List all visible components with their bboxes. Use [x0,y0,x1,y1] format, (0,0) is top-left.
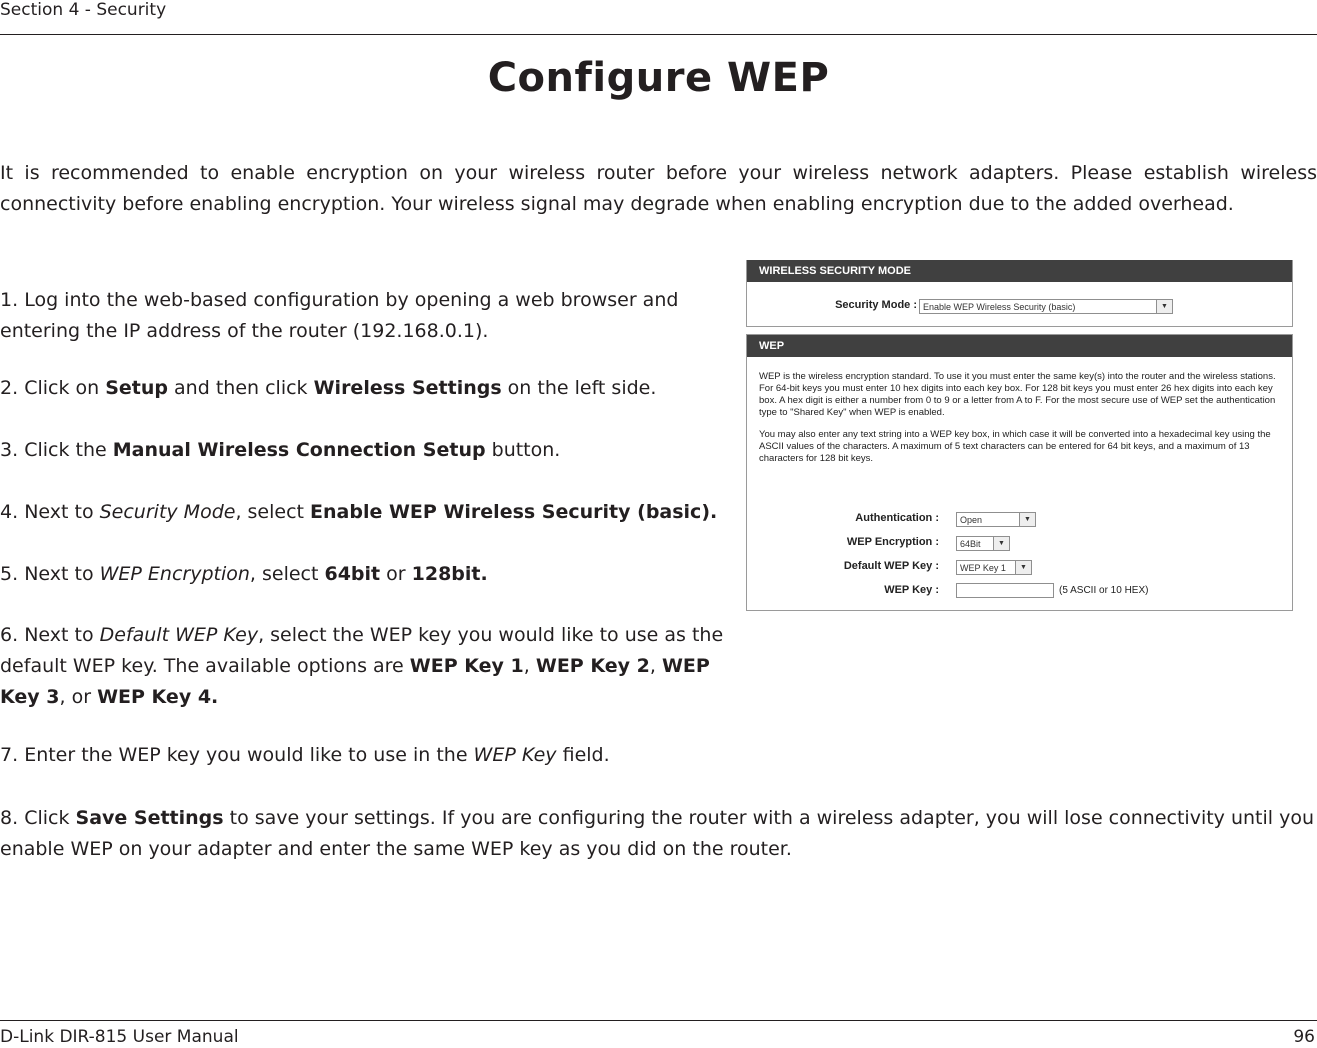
default-wep-key-term: Default WEP Key [99,624,259,646]
step-4 [0,497,740,528]
step-2 [0,373,730,404]
step-number: 6. [0,624,19,646]
wep-key-term: WEP Key [473,744,557,766]
default-wep-key-value: WEP Key 1 [960,563,1006,573]
step-5 [0,559,730,590]
step-text: and then click [168,377,314,399]
wep-encryption-select[interactable] [956,536,1010,551]
chevron-down-icon: ▼ [993,537,1009,550]
wep-key-1-term: WEP Key 1 [409,655,524,677]
wireless-settings-term: Wireless Settings [313,377,502,399]
step-3 [0,435,730,466]
step-text: on the left side. [501,377,657,399]
header-rule [0,34,1317,35]
step-text: Next to [24,563,100,585]
wep-key-2-term: WEP Key 2 [535,655,650,677]
auth-label: Authentication : [855,512,939,524]
step-number: 2. [0,377,19,399]
setup-term: Setup [105,377,168,399]
security-mode-header: WIRELESS SECURITY MODE [747,260,1292,282]
step-number: 8. [0,807,19,829]
footer-rule [0,1020,1317,1021]
step-text: field. [556,744,610,766]
auth-value: Open [960,515,983,525]
step-text: , [523,655,536,677]
step-6 [0,620,730,713]
wep-encryption-term: WEP Encryption [99,563,250,585]
wep-key-hint: (5 ASCII or 10 HEX) [1059,585,1149,596]
step-number: 7. [0,744,19,766]
step-text: , select [249,563,325,585]
security-mode-select[interactable] [919,299,1173,314]
manual-setup-term: Manual Wireless Connection Setup [112,439,486,461]
step-text: Log into the web-based configuration by opening a web browser and entering the IP address of the router (192.168.0.1). [0,289,679,342]
step-text: Click [24,807,76,829]
intro-paragraph: It is recommended to enable encryption on your wireless router before your wireless network adapters. Please establish wireless connectivity before enabling encryption. Your wireless signal may degrade when enabling encryption due to the added overhead. [0,162,1317,215]
wep-description [759,371,1281,475]
step-7 [0,740,900,771]
128bit-term: 128bit. [411,563,488,585]
step-text: , select [235,501,311,523]
step-text: , [649,655,662,677]
wep-encryption-label: WEP Encryption : [846,536,939,548]
save-settings-term: Save Settings [75,807,224,829]
wep-encryption-value: 64Bit [960,539,981,549]
default-wep-key-label: Default WEP Key : [843,560,939,572]
wep-key-4-term: WEP Key 4. [97,686,219,708]
chevron-down-icon: ▼ [1019,513,1035,526]
step-text: to save your settings. If you are configuring the router with a wireless adapter, you will lose connectivity until you enable WEP on your adapter and enter the same WEP key as you did on the router. [0,807,1314,860]
auth-select[interactable] [956,512,1036,527]
page-number: 96 [1293,1027,1315,1047]
step-text: Next to [24,501,100,523]
wep-key-input[interactable] [956,583,1054,598]
step-number: 1. [0,289,19,311]
wep-panel [746,334,1293,611]
64bit-term: 64bit [324,563,381,585]
step-text: Enter the WEP key you would like to use in the [24,744,474,766]
step-text: Next to [24,624,100,646]
chevron-down-icon: ▼ [1156,300,1172,313]
step-text: Click on [24,377,106,399]
wep-key-3-term: WEP Key 3 [0,655,710,708]
default-wep-key-select[interactable] [956,560,1032,575]
wep-header: WEP [747,335,1292,357]
footer-manual-title: D-Link DIR-815 User Manual [0,1027,239,1047]
step-text: or [380,563,412,585]
step-text: , select the WEP key you would like to use as the default WEP key. The available options are [0,624,724,677]
security-mode-label: Security Mode : [835,299,917,311]
security-mode-panel [746,260,1293,327]
security-mode-value: Enable WEP Wireless Security (basic) [923,302,1076,312]
step-8 [0,803,1317,865]
step-number: 3. [0,439,19,461]
step-number: 4. [0,501,19,523]
wep-key-label: WEP Key : [884,584,939,596]
enable-wep-term: Enable WEP Wireless Security (basic). [310,501,718,523]
security-mode-term: Security Mode [99,501,236,523]
chevron-down-icon: ▼ [1015,561,1031,574]
step-1 [0,285,730,347]
wep-desc-2: You may also enter any text string into a WEP key box, in which case it will be converted into a hexadecimal key using the ASCII values of the characters. A maximum of 5 text characters can be entered for 64 bit keys, and a maximum of 13 characters for 128 bit keys. [759,429,1271,464]
step-text: , or [59,686,98,708]
section-header: Section 4 - Security [0,0,167,20]
wep-desc-1: WEP is the wireless encryption standard. To use it you must enter the same key(s) into the router and the wireless stations. For 64-bit keys you must enter 10 hex digits into each key box. For 128 bit keys you must enter 26 hex digits into each key box. A hex digit is either a number from 0 to 9 or a letter from A to F. For the most secure use of WEP set the authentication type to "Shared Key" when WEP is enabled. [759,371,1276,418]
step-text: button. [485,439,561,461]
step-number: 5. [0,563,19,585]
step-text: Click the [24,439,113,461]
page-title: Configure WEP [487,55,830,101]
